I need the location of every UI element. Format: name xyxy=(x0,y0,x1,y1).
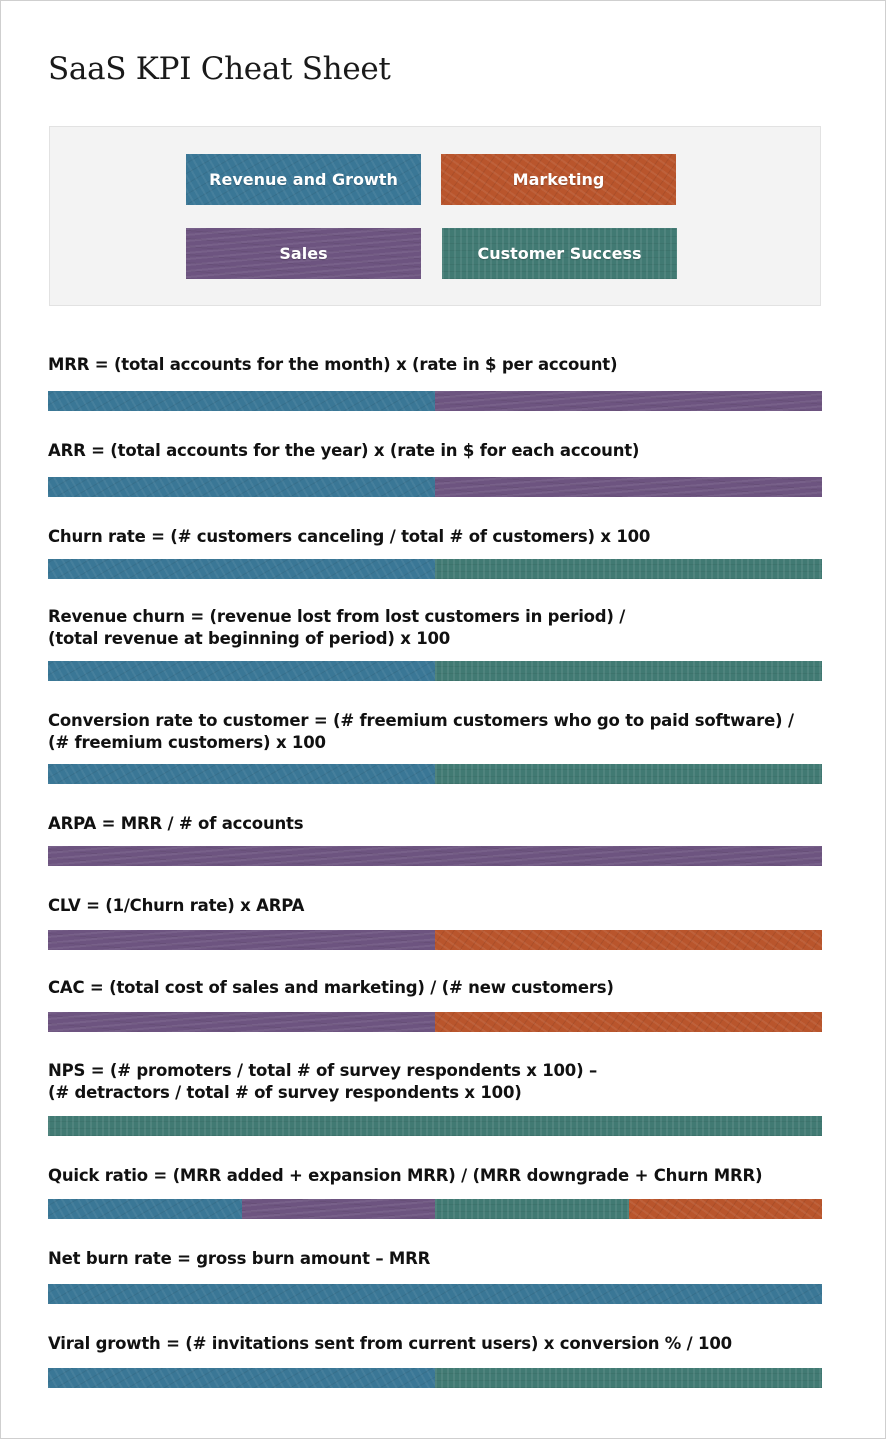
category-bar xyxy=(48,846,822,866)
formula-line: ARPA = MRR / # of accounts xyxy=(48,814,304,833)
category-bar xyxy=(48,1116,822,1136)
category-bar xyxy=(48,661,822,681)
formula-line: Quick ratio = (MRR added + expansion MRR) / (MRR downgrade + Churn MRR) xyxy=(48,1166,763,1185)
kpi-formula xyxy=(48,813,828,835)
category-bar xyxy=(48,930,822,950)
legend-marketing: Marketing xyxy=(441,154,676,205)
category-segment-revenue-growth xyxy=(48,391,435,411)
page-title: SaaS KPI Cheat Sheet xyxy=(48,51,391,87)
legend-customer-success: Customer Success xyxy=(442,228,677,279)
category-segment-sales xyxy=(48,1012,435,1032)
category-segment-marketing xyxy=(629,1199,823,1219)
kpi-formula xyxy=(48,526,828,548)
category-segment-marketing xyxy=(435,930,822,950)
category-segment-customer-success xyxy=(435,764,822,784)
category-bar xyxy=(48,559,822,579)
formula-line: Revenue churn = (revenue lost from lost customers in period) / xyxy=(48,607,626,626)
kpi-formula xyxy=(48,977,828,999)
formula-line: Conversion rate to customer = (# freemium customers who go to paid software) / xyxy=(48,711,794,730)
formula-line: Viral growth = (# invitations sent from current users) x conversion % / 100 xyxy=(48,1334,732,1353)
category-segment-customer-success xyxy=(435,661,822,681)
category-segment-customer-success xyxy=(435,1199,629,1219)
formula-line: CAC = (total cost of sales and marketing) / (# new customers) xyxy=(48,978,614,997)
kpi-formula xyxy=(48,1060,828,1104)
category-segment-customer-success xyxy=(435,559,822,579)
legend-revenue-and-growth: Revenue and Growth xyxy=(186,154,421,205)
formula-line: (total revenue at beginning of period) x 100 xyxy=(48,629,451,648)
legend-sales: Sales xyxy=(186,228,421,279)
kpi-formula xyxy=(48,606,828,650)
category-segment-revenue-growth xyxy=(48,661,435,681)
formula-line: (# freemium customers) x 100 xyxy=(48,733,326,752)
category-bar xyxy=(48,1284,822,1304)
category-segment-sales xyxy=(48,846,822,866)
category-bar xyxy=(48,1199,822,1219)
category-segment-customer-success xyxy=(435,1368,822,1388)
category-segment-revenue-growth xyxy=(48,1284,822,1304)
category-segment-marketing xyxy=(435,1012,822,1032)
kpi-formula xyxy=(48,354,828,376)
category-bar xyxy=(48,1012,822,1032)
category-bar xyxy=(48,477,822,497)
kpi-formula xyxy=(48,440,828,462)
formula-line: Churn rate = (# customers canceling / total # of customers) x 100 xyxy=(48,527,651,546)
formula-line: ARR = (total accounts for the year) x (rate in $ for each account) xyxy=(48,441,640,460)
kpi-formula xyxy=(48,1165,828,1187)
category-segment-revenue-growth xyxy=(48,1368,435,1388)
category-segment-sales xyxy=(435,477,822,497)
category-segment-revenue-growth xyxy=(48,764,435,784)
category-segment-customer-success xyxy=(48,1116,822,1136)
formula-line: Net burn rate = gross burn amount – MRR xyxy=(48,1249,431,1268)
category-segment-sales xyxy=(242,1199,436,1219)
category-bar xyxy=(48,764,822,784)
category-segment-revenue-growth xyxy=(48,559,435,579)
category-segment-revenue-growth xyxy=(48,477,435,497)
formula-line: MRR = (total accounts for the month) x (rate in $ per account) xyxy=(48,355,618,374)
kpi-formula xyxy=(48,895,828,917)
kpi-formula xyxy=(48,710,828,754)
kpi-formula xyxy=(48,1333,828,1355)
category-segment-sales xyxy=(435,391,822,411)
category-legend xyxy=(49,126,821,306)
category-segment-revenue-growth xyxy=(48,1199,242,1219)
formula-line: CLV = (1/Churn rate) x ARPA xyxy=(48,896,305,915)
category-segment-sales xyxy=(48,930,435,950)
formula-line: (# detractors / total # of survey respondents x 100) xyxy=(48,1083,522,1102)
formula-line: NPS = (# promoters / total # of survey respondents x 100) – xyxy=(48,1061,598,1080)
kpi-formula xyxy=(48,1248,828,1270)
category-bar xyxy=(48,1368,822,1388)
category-bar xyxy=(48,391,822,411)
